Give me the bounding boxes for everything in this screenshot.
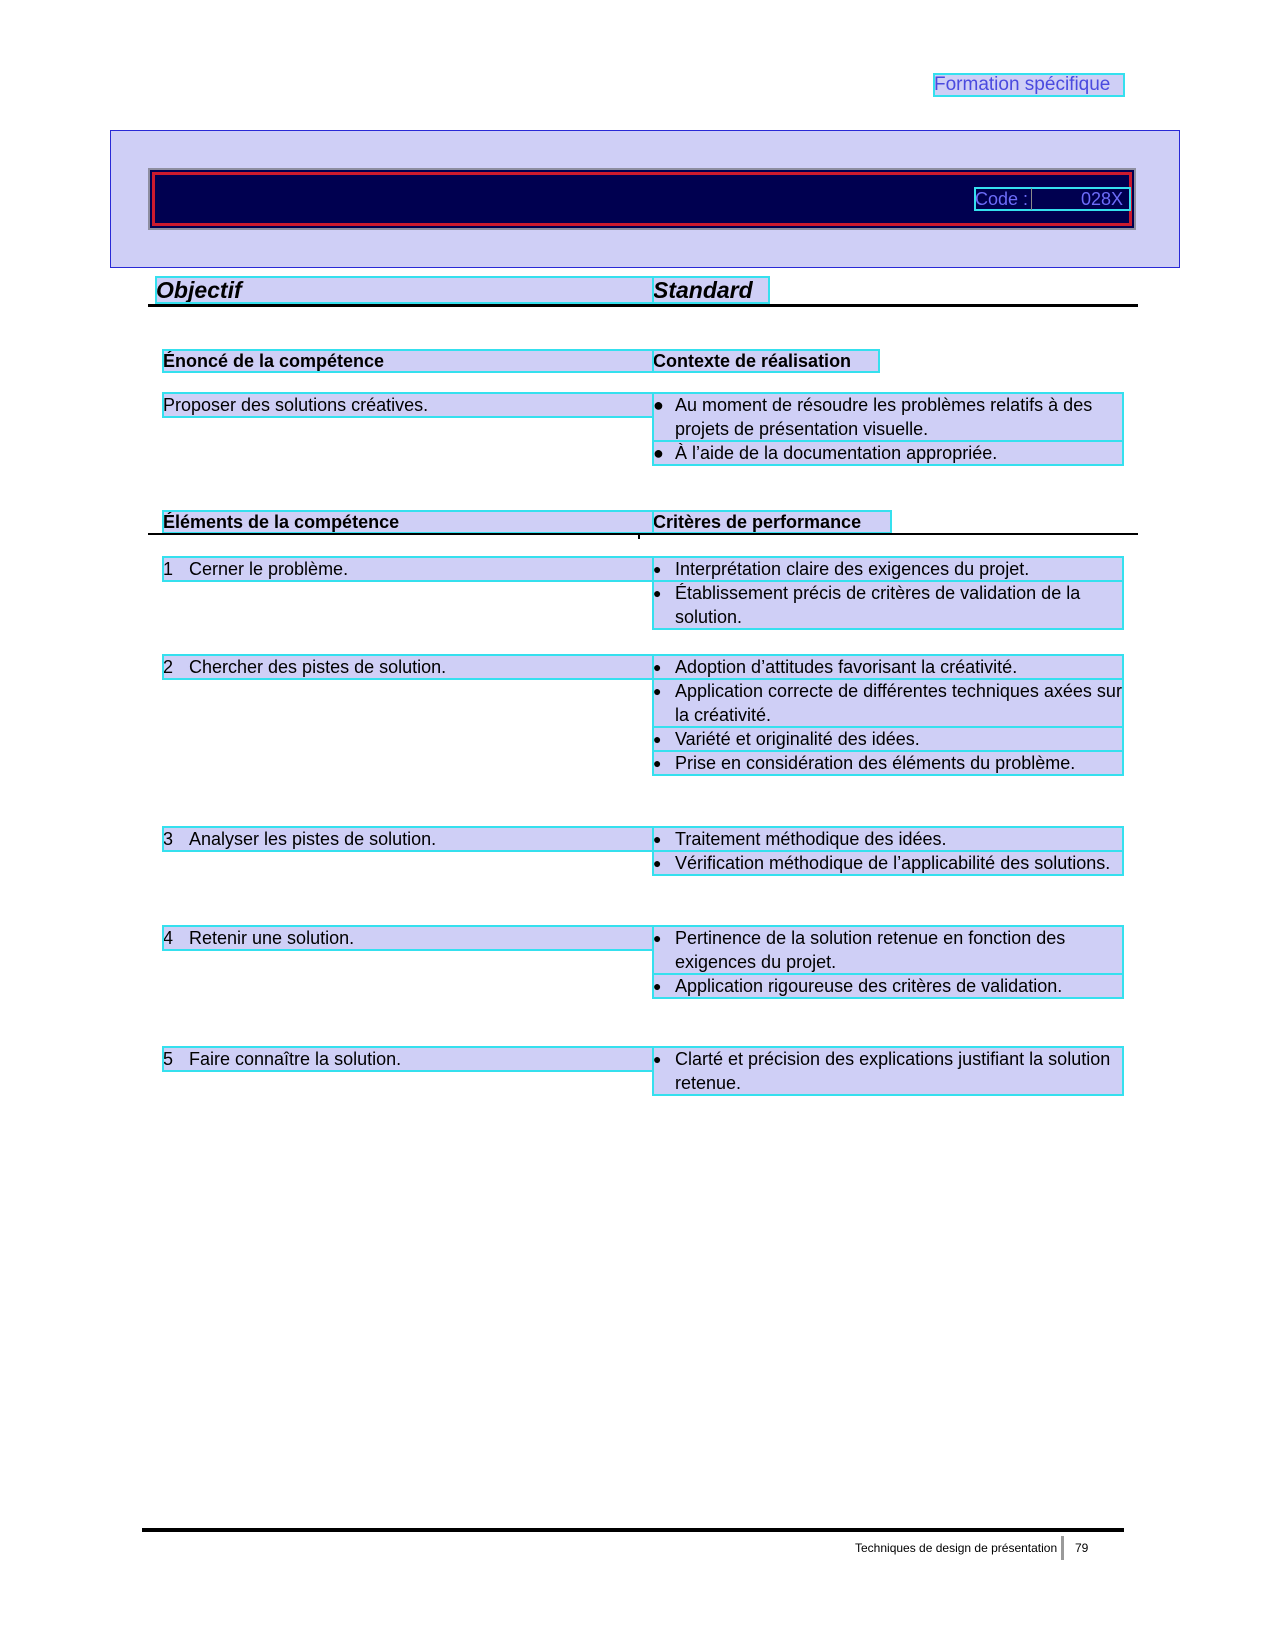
element-text: Faire connaître la solution. xyxy=(189,1049,402,1069)
enonce-text: Proposer des solutions créatives. xyxy=(163,393,653,417)
element-number: 3 xyxy=(163,829,174,849)
footer-page-number: 79 xyxy=(1075,1541,1089,1555)
element-label xyxy=(163,557,653,581)
criteria-text: Variété et originalité des idées. xyxy=(653,727,1123,751)
section-title-objectif: Objectif xyxy=(156,277,653,303)
bullet-icon: ● xyxy=(653,978,662,994)
criteria-list xyxy=(653,827,1123,875)
criteria-text: Prise en considération des éléments du problème. xyxy=(653,751,1123,775)
column-head-elements: Éléments de la compétence xyxy=(163,511,653,533)
contexte-item xyxy=(653,441,1123,465)
code-label: Code : xyxy=(975,189,1029,209)
element-number: 1 xyxy=(163,559,174,579)
element-number: 4 xyxy=(163,928,174,948)
footer-program: Techniques de design de présentation xyxy=(855,1541,1058,1555)
column-head-enonce: Énoncé de la compétence xyxy=(163,350,653,372)
bullet-icon: ● xyxy=(653,561,662,577)
footer-separator xyxy=(1061,1536,1064,1560)
contexte-item-text: Au moment de résoudre les problèmes relatifs à des projets de présentation visuelle. xyxy=(653,393,1123,441)
criteria-item xyxy=(653,974,1123,998)
criteria-item xyxy=(653,655,1123,679)
element-text: Analyser les pistes de solution. xyxy=(189,829,437,849)
criteria-text: Application rigoureuse des critères de validation. xyxy=(653,974,1123,998)
element-label xyxy=(163,1047,653,1071)
criteria-item xyxy=(653,581,1123,629)
column-head-criteres: Critères de performance xyxy=(653,511,891,533)
element-text: Retenir une solution. xyxy=(189,928,355,948)
bullet-icon: ● xyxy=(653,1051,662,1067)
bullet-icon: ● xyxy=(653,395,664,415)
criteria-item xyxy=(653,679,1123,727)
element-text: Cerner le problème. xyxy=(189,559,349,579)
element-number: 5 xyxy=(163,1049,174,1069)
bullet-icon: ● xyxy=(653,683,662,699)
bullet-icon: ● xyxy=(653,731,662,747)
criteria-item xyxy=(653,727,1123,751)
criteria-item xyxy=(653,1047,1123,1095)
contexte-item xyxy=(653,393,1123,441)
section-rule xyxy=(148,304,1138,307)
element-text: Chercher des pistes de solution. xyxy=(189,657,447,677)
bullet-icon: ● xyxy=(653,755,662,771)
bullet-icon: ● xyxy=(653,855,662,871)
element-label xyxy=(163,926,653,950)
footer xyxy=(855,1540,1115,1556)
column-divider xyxy=(638,533,640,539)
bullet-icon: ● xyxy=(653,831,662,847)
contexte-list xyxy=(653,393,1123,465)
criteria-text: Établissement précis de critères de validation de la solution. xyxy=(653,581,1123,629)
header-label: Formation spécifique xyxy=(934,74,1124,96)
code-value: 028X xyxy=(1081,189,1124,209)
criteria-text: Application correcte de différentes techniques axées sur la créativité. xyxy=(653,679,1123,727)
criteria-rule xyxy=(148,533,1138,535)
criteria-list xyxy=(653,1047,1123,1095)
element-label xyxy=(163,655,653,679)
criteria-text: Adoption d’attitudes favorisant la créativité. xyxy=(653,655,1123,679)
element-label xyxy=(163,827,653,851)
code-separator xyxy=(1031,188,1032,210)
criteria-item xyxy=(653,557,1123,581)
criteria-list xyxy=(653,926,1123,998)
code-box xyxy=(975,188,1130,210)
criteria-item xyxy=(653,751,1123,775)
bullet-icon: ● xyxy=(653,443,664,463)
bullet-icon: ● xyxy=(653,930,662,946)
criteria-item xyxy=(653,851,1123,875)
bullet-icon: ● xyxy=(653,585,662,601)
criteria-text: Vérification méthodique de l’applicabilité des solutions. xyxy=(653,851,1123,875)
criteria-list xyxy=(653,655,1123,775)
contexte-item-text: À l’aide de la documentation appropriée. xyxy=(653,441,1123,465)
criteria-text: Clarté et précision des explications justifiant la solution retenue. xyxy=(653,1047,1123,1095)
column-head-contexte: Contexte de réalisation xyxy=(653,350,879,372)
bullet-icon: ● xyxy=(653,659,662,675)
criteria-item xyxy=(653,926,1123,974)
element-number: 2 xyxy=(163,657,174,677)
criteria-text: Traitement méthodique des idées. xyxy=(653,827,1123,851)
section-title-standard: Standard xyxy=(653,277,769,303)
criteria-item xyxy=(653,827,1123,851)
footer-rule xyxy=(142,1528,1124,1532)
criteria-text: Interprétation claire des exigences du projet. xyxy=(653,557,1123,581)
criteria-text: Pertinence de la solution retenue en fonction des exigences du projet. xyxy=(653,926,1123,974)
criteria-list xyxy=(653,557,1123,629)
